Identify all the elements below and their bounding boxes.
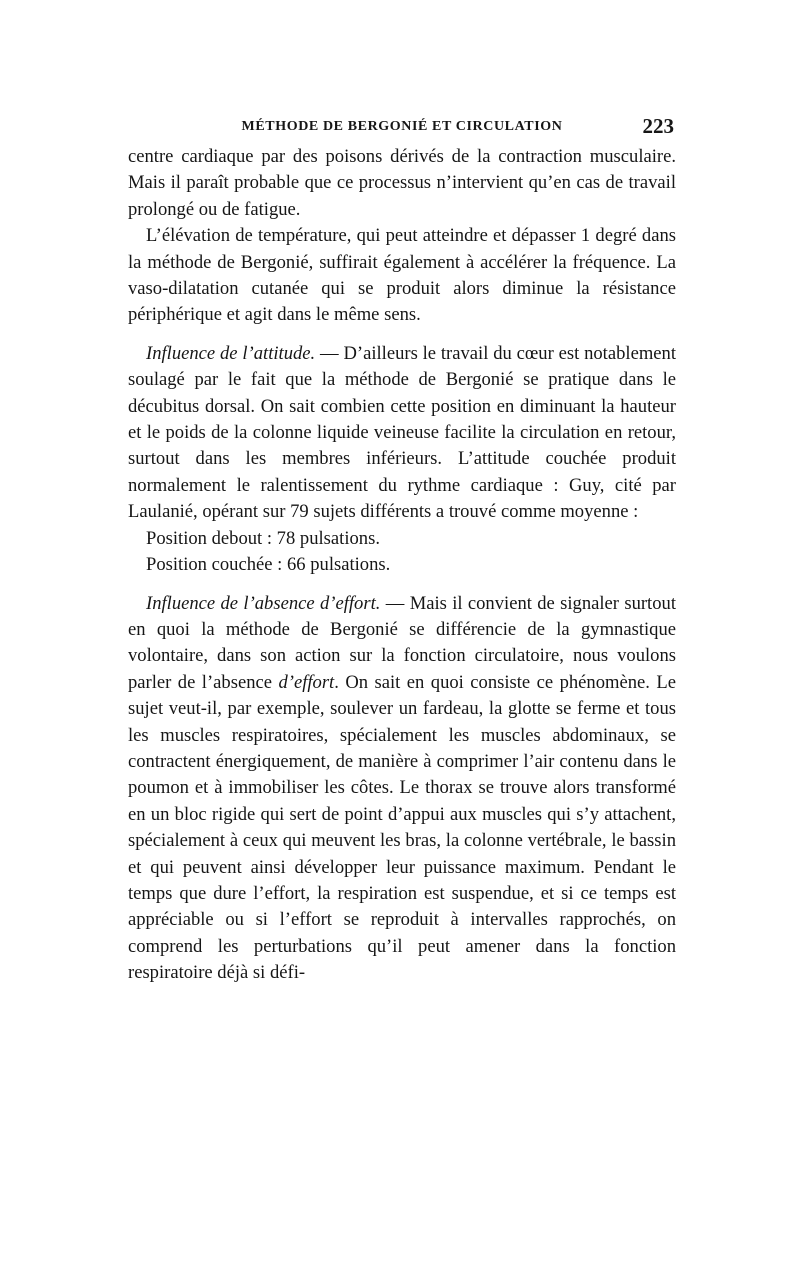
page-number: 223 [642,114,674,138]
list-item-lying: Position couchée : 66 pulsations. [146,554,391,576]
section-heading-effort: Influence de l’absence d’effort. [146,592,381,614]
paragraph-effort-text-b: . On sait en quoi consiste ce phénomène. Le sujet veut-il, par exemple, soulever un fardeau, la glotte se ferme et tous les muscles respiratoires, spécialement les muscles abdominaux, se contractent énergiquement, de manière à comprimer l’air contenu dans le poumon et à immobiliser les côtes. Le thorax se trouve alors transformé en un bloc rigide qui sert de point d’appui aux muscles qui s’y attachent, spécialement à ceux qui meuvent les bras, la colonne vertébrale, le bassin et qui peuvent ainsi développer leur puissance maximum. Pendant le temps que dure l’effort, la respiration est suspendue, et si ce temps est appréciable ou si l’effort se reproduit à intervalles rapprochés, on comprend les perturbations qu’il peut amener dans la fonction respiratoire déjà si défi- [128,671,676,984]
body-text [128,144,676,987]
running-title: MÉTHODE DE BERGONIÉ ET CIRCULATION [241,119,563,134]
paragraph-attitude [128,341,676,526]
list-item-standing: Position debout : 78 pulsations. [146,527,380,549]
paragraph-effort-text-a: Mais il convient de signaler surtout en quoi la méthode de Bergonié se différencie de la gymnastique volontaire, dans son action sur la fonction circulatoire, nous voulons parler de l’absence [128,592,676,693]
emphasis-effort: d’effort [278,671,335,693]
paragraph-attitude-text: D’ailleurs le travail du cœur est notablement soulagé par le fait que la méthode de Bergonié se pratique dans le décubitus dorsal. On sait combien cette position en diminuant la hauteur et le poids de la colonne liquide veineuse facilite la circulation en retour, surtout dans les membres inférieurs. L’attitude couchée produit normalement le ralentissement du rythme cardiaque : Guy, cité par Laulanié, opérant sur 79 sujets différents a trouvé comme moyenne : [128,342,676,523]
paragraph-1: centre cardiaque par des poisons dérivés de la contraction musculaire. Mais il paraît probable que ce processus n’intervient qu’en cas de travail prolongé ou de fatigue. [128,146,676,220]
em-dash: — [315,342,344,364]
paragraph-2: L’élévation de température, qui peut atteindre et dépasser 1 degré dans la méthode de Bergonié, suffirait également à accélérer la fréquence. La vaso-dilatation cutanée qui se produit alors diminue la résistance périphérique et agit dans le même sens. [128,225,676,326]
paragraph-effort [128,591,676,987]
book-page [128,112,676,987]
em-dash: — [380,592,410,614]
section-heading-attitude: Influence de l’attitude. [146,342,316,364]
running-head [128,112,676,138]
